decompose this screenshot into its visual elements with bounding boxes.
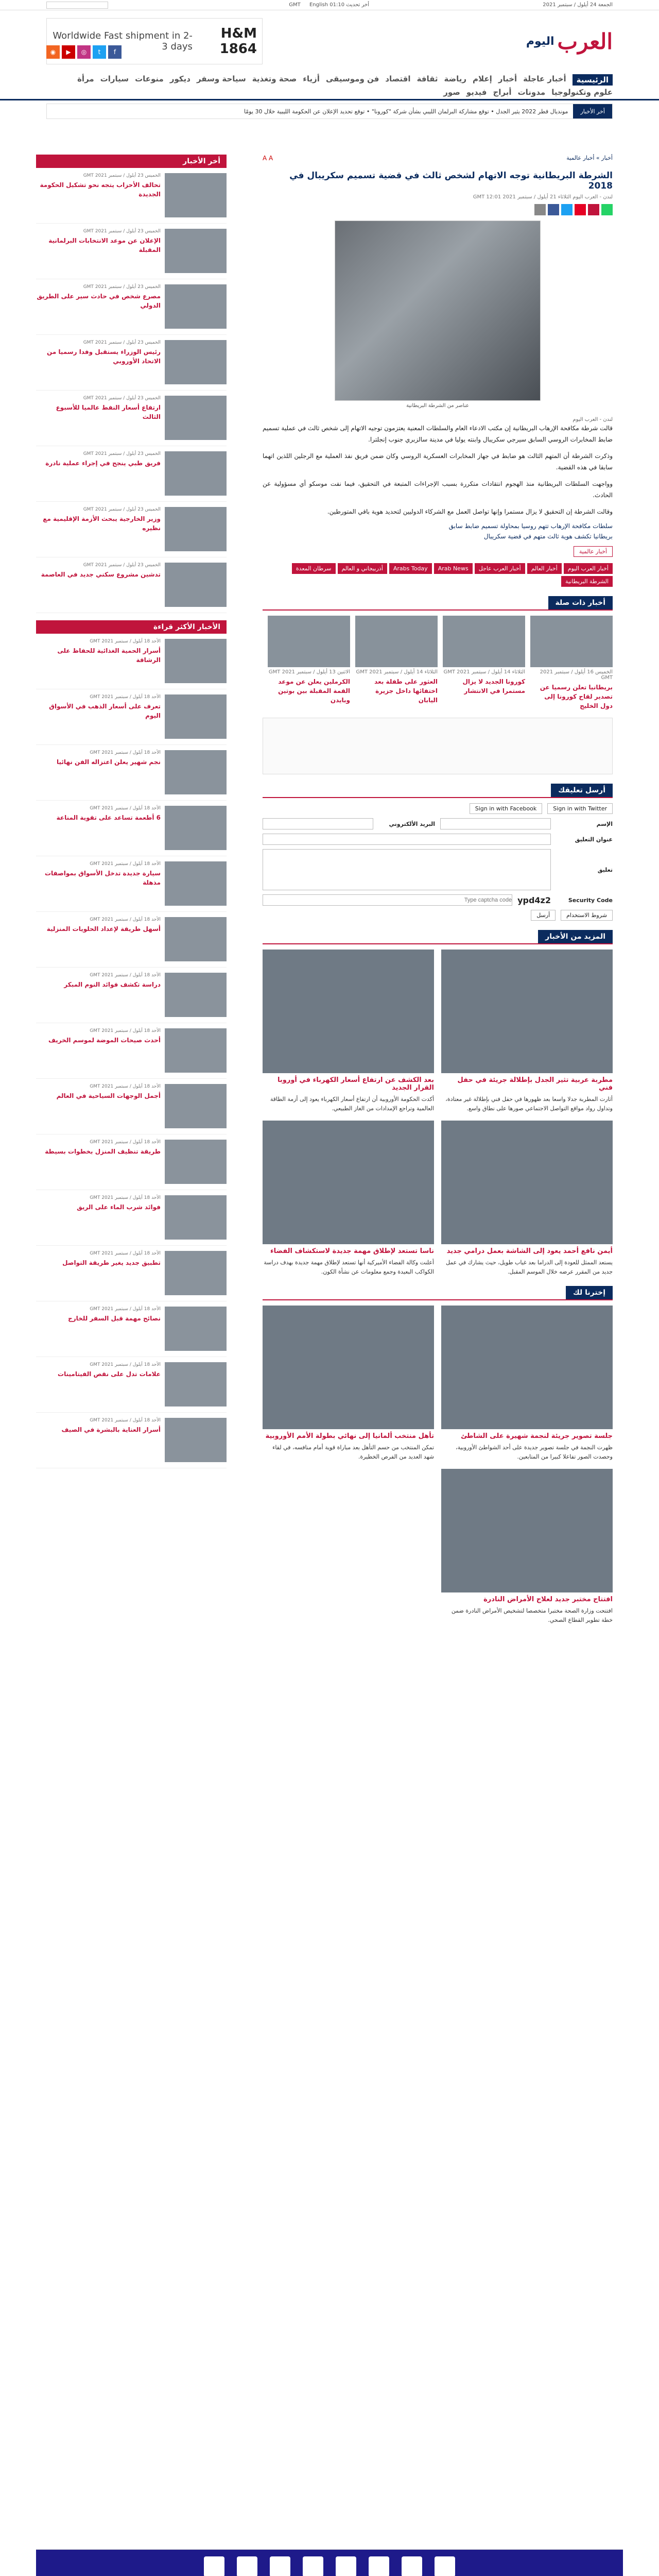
paragraph: وواجهت السلطات البريطانية منذ الهجوم انتقادات متكررة بسبب الإجراءات المتبعة في التحقيق، فيما نفت موسكو أي مسؤولية عن الحادث. <box>263 480 613 499</box>
side-title[interactable]: تعرف على أسعار الذهب في الأسواق اليوم <box>49 703 161 719</box>
side-date: الأحد 18 أيلول / سبتمبر 2021 GMT <box>90 917 161 922</box>
related-card[interactable] <box>443 616 525 710</box>
side-date: الأحد 18 أيلول / سبتمبر 2021 GMT <box>90 1028 161 1033</box>
more-category-button[interactable]: أخبار عالمية <box>574 546 613 557</box>
nav-item[interactable]: أخبار عاجلة <box>523 74 566 83</box>
nav-item[interactable]: ثقافة <box>417 74 438 83</box>
photo-caption: عناصر من الشرطة البريطانية <box>406 403 469 409</box>
comment-textarea[interactable] <box>263 849 551 890</box>
tag[interactable]: أخبار العرب اليوم <box>564 563 613 574</box>
facebook-login-button[interactable]: Sign in with Facebook <box>470 803 543 814</box>
article-meta: لندن - العرب اليوم الثلاثاء 21 أيلول / سبتمبر 2021 GMT 12:01 <box>473 194 613 200</box>
related-thumb[interactable] <box>443 616 525 667</box>
nav-item[interactable]: الرئيسية <box>573 74 613 86</box>
side-thumb[interactable] <box>165 750 227 794</box>
side-date: الأحد 18 أيلول / سبتمبر 2021 GMT <box>90 973 161 978</box>
side-thumb[interactable] <box>165 173 227 217</box>
side-thumb[interactable] <box>165 229 227 273</box>
side-thumb[interactable] <box>165 694 227 739</box>
title-label: عنوان التعليق <box>575 836 613 843</box>
nav-item[interactable]: أزياء <box>303 74 320 83</box>
nav-item[interactable]: منوعات <box>135 74 164 83</box>
side-text <box>36 639 161 684</box>
top-date: الجمعة 24 أيلول / سبتمبر 2021 <box>543 2 613 8</box>
side-item[interactable] <box>36 968 227 1023</box>
side-thumb[interactable] <box>165 1362 227 1406</box>
side-date: الخميس 23 أيلول / سبتمبر 2021 GMT <box>83 451 161 456</box>
news-ticker <box>46 104 613 119</box>
related-thumb[interactable] <box>355 616 438 667</box>
english-link[interactable]: English <box>309 2 328 8</box>
side-date: الأحد 18 أيلول / سبتمبر 2021 GMT <box>90 1307 161 1312</box>
related-thumb[interactable] <box>268 616 350 667</box>
app-icon[interactable] <box>204 2556 224 2576</box>
side-date: الأحد 18 أيلول / سبتمبر 2021 GMT <box>90 861 161 867</box>
side-title[interactable]: أسهل طريقة لإعداد الحلويات المنزلية <box>46 925 161 933</box>
related-title[interactable]: كورونا الجديد لا يزال مستمرا في الانتشار <box>462 678 525 694</box>
side-date: الأحد 18 أيلول / سبتمبر 2021 GMT <box>90 694 161 700</box>
side-date: الأحد 18 أيلول / سبتمبر 2021 GMT <box>90 1251 161 1256</box>
name-label: الإسم <box>596 820 613 827</box>
side-item[interactable] <box>36 335 227 391</box>
news-title[interactable]: افتتاح مختبر جديد لعلاج الأمراض النادرة <box>483 1596 613 1603</box>
body-label: تعليق <box>597 866 613 873</box>
related-card[interactable] <box>530 616 613 710</box>
news-title[interactable]: أيمن نافع أحمد يعود إلى الشاشة بعمل درامي جديد <box>446 1247 613 1255</box>
news-card[interactable] <box>441 1469 613 1625</box>
related-card[interactable] <box>355 616 438 710</box>
side-thumb[interactable] <box>165 451 227 496</box>
nav-item[interactable]: رياضة <box>444 74 467 83</box>
side-text <box>36 861 161 906</box>
side-thumb[interactable] <box>165 1251 227 1295</box>
side-item[interactable] <box>36 1413 227 1468</box>
tag[interactable]: أخبار العرب عاجل <box>475 563 525 574</box>
captcha-input[interactable] <box>263 894 512 906</box>
side-thumb[interactable] <box>165 507 227 551</box>
code-label: Security Code <box>568 896 613 904</box>
news-image[interactable] <box>263 1306 434 1429</box>
side-text <box>36 284 161 329</box>
side-item[interactable] <box>36 168 227 224</box>
side-text <box>36 1251 161 1296</box>
side-date: الخميس 23 أيلول / سبتمبر 2021 GMT <box>83 173 161 178</box>
side-date: الأحد 18 أيلول / سبتمبر 2021 GMT <box>90 1362 161 1367</box>
app-icon[interactable] <box>336 2556 356 2576</box>
news-image[interactable] <box>263 950 434 1073</box>
ticker-text[interactable]: مونديال قطر 2022 يثير الجدل • توقع مشاركة البرلمان الليبي بشأن شركة "كورونا" • توقع تحديد الإعلان عن الحكومة الليبية خلال 30 يومًا <box>244 108 568 115</box>
side-text <box>36 1362 161 1407</box>
related-date: الخميس 16 أيلول / سبتمبر 2021 GMT <box>540 669 613 681</box>
side-title[interactable]: طريقة تنظيف المنزل بخطوات بسيطة <box>45 1148 161 1155</box>
side-thumb[interactable] <box>165 1307 227 1351</box>
email-label: البريد الألكتروني <box>389 820 435 827</box>
side-title[interactable]: مصرع شخص في حادث سير على الطريق الدولي <box>37 293 161 309</box>
side-item[interactable] <box>36 224 227 279</box>
paragraph: وقالت الشرطة إن التحقيق لا يزال مستمرا وإنها تواصل العمل مع الشركاء الدوليين لتحديد هوية باقي المتورطين. <box>327 508 613 515</box>
app-icon[interactable] <box>270 2556 290 2576</box>
tag[interactable]: أذربيجاني و العالم <box>338 563 387 574</box>
side-item[interactable] <box>36 1357 227 1413</box>
news-text: أعلنت وكالة الفضاء الأميركية أنها تستعد لإطلاق مهمة جديدة بهدف دراسة الكواكب البعيدة وجمع معلومات عن نشأة الكون. <box>264 1259 434 1275</box>
facebook-share-icon[interactable] <box>548 204 559 215</box>
selected-grid <box>263 1306 613 1625</box>
side-title[interactable]: تحالف الأحزاب يتجه نحو تشكيل الحكومة الجديدة <box>40 181 161 198</box>
article-source: لندن - العرب اليوم <box>573 417 613 422</box>
side-thumb[interactable] <box>165 284 227 329</box>
side-text <box>36 1140 161 1184</box>
article-title: الشرطة البريطانية توجه الاتهام لشخص ثالث في قضية تسميم سكريبال في 2018 <box>289 171 613 191</box>
side-thumb[interactable] <box>165 1418 227 1462</box>
rss-icon[interactable]: ◉ <box>46 45 60 59</box>
paragraph: وذكرت الشرطة أن المتهم الثالث هو ضابط في جهاز المخابرات العسكرية الروسي وكان ضمن فريق نفذ العملية مع الرجلين اللذين اتهما سابقا في هذه القضية. <box>263 452 613 471</box>
nav-item[interactable]: مدونات <box>517 88 546 97</box>
most-read-header: الأخبار الأكثر قراءة <box>36 620 227 634</box>
side-text <box>36 340 161 385</box>
side-thumb[interactable] <box>165 861 227 906</box>
news-title[interactable]: ناسا تستعد لإطلاق مهمة جديدة لاستكشاف الفضاء <box>270 1247 434 1255</box>
article-body <box>263 417 613 517</box>
site-header <box>0 10 659 72</box>
side-title[interactable]: تطبيق جديد يغير طريقة التواصل <box>62 1259 161 1266</box>
app-icon[interactable] <box>402 2556 422 2576</box>
top-bar <box>0 0 659 10</box>
comment-header: أرسل تعليقك <box>263 784 613 798</box>
news-title[interactable]: جلسة تصوير جريئة لنجمة شهيرة على الشاطئ <box>461 1432 613 1440</box>
side-item[interactable] <box>36 689 227 745</box>
side-item[interactable] <box>36 745 227 801</box>
nav-item[interactable]: فن وموسيقى <box>325 74 379 83</box>
print-icon[interactable] <box>534 204 546 215</box>
tag[interactable]: سرطان المعدة <box>292 563 336 574</box>
news-text: تمكن المنتخب من حسم التأهل بعد مباراة قوية أمام منافسه، في لقاء شهد العديد من الفرص الخطيرة. <box>272 1444 434 1460</box>
side-text <box>36 750 161 795</box>
side-thumb[interactable] <box>165 1195 227 1240</box>
nav-item[interactable]: إعلام <box>473 74 492 83</box>
side-item[interactable] <box>36 801 227 856</box>
tag-list <box>263 563 613 587</box>
side-text <box>36 173 161 218</box>
side-item[interactable] <box>36 1301 227 1357</box>
side-thumb[interactable] <box>165 917 227 961</box>
side-text <box>36 563 161 607</box>
side-date: الأحد 18 أيلول / سبتمبر 2021 GMT <box>90 806 161 811</box>
side-item[interactable] <box>36 391 227 446</box>
news-card[interactable] <box>263 950 434 1113</box>
news-title[interactable]: تأهل منتخب ألمانيا إلى نهائي بطولة الأمم الأوروبية <box>265 1432 434 1440</box>
side-title[interactable]: 6 أطعمة تساعد على تقوية المناعة <box>56 814 161 821</box>
app-icon[interactable] <box>237 2556 257 2576</box>
nav-item[interactable]: اقتصاد <box>385 74 411 83</box>
instagram-icon[interactable]: ◎ <box>77 45 91 59</box>
sidebar <box>36 155 227 1468</box>
side-date: الأحد 18 أيلول / سبتمبر 2021 GMT <box>90 1084 161 1089</box>
inline-ad[interactable] <box>263 718 613 774</box>
side-title[interactable]: رئيس الوزراء يستقبل وفدا رسميا من الاتحاد الأوروبي <box>47 348 161 365</box>
nav-item[interactable]: سيارات <box>100 74 129 83</box>
twitter-share-icon[interactable] <box>561 204 573 215</box>
side-title[interactable]: أسرار الحمية الغذائية للحفاظ على الرشاقة <box>57 647 161 664</box>
side-item[interactable] <box>36 446 227 502</box>
news-text: يستعد الممثل للعودة إلى الدراما بعد غياب طويل، حيث يشارك في عمل جديد من المقرر عرضه خلال الموسم المقبل. <box>445 1259 613 1275</box>
breadcrumb[interactable]: أخبار » أخبار عالمية <box>566 155 613 161</box>
side-thumb[interactable] <box>165 1140 227 1184</box>
side-item[interactable] <box>36 1023 227 1079</box>
nav-item[interactable]: أخبار <box>498 74 517 83</box>
news-card[interactable] <box>441 1306 613 1462</box>
side-item[interactable] <box>36 557 227 613</box>
more-news-grid <box>263 950 613 1277</box>
share-bar <box>263 204 613 215</box>
side-thumb[interactable] <box>165 973 227 1017</box>
nav-item[interactable]: فيديو <box>466 88 487 97</box>
side-item[interactable] <box>36 856 227 912</box>
app-icon[interactable] <box>369 2556 389 2576</box>
side-date: الخميس 23 أيلول / سبتمبر 2021 GMT <box>83 229 161 234</box>
tag[interactable]: الشرطة البريطانية <box>561 576 613 587</box>
side-date: الأحد 18 أيلول / سبتمبر 2021 GMT <box>90 750 161 755</box>
title-field[interactable] <box>263 834 551 845</box>
main-nav <box>0 72 659 100</box>
side-title[interactable]: تدشين مشروع سكني جديد في العاصمة <box>41 571 161 578</box>
name-field[interactable] <box>440 818 551 829</box>
related-link[interactable]: بريطانيا تكشف هوية ثالث متهم في قضية سكريبال <box>483 533 613 540</box>
side-text <box>36 694 161 739</box>
side-thumb[interactable] <box>165 639 227 683</box>
side-title[interactable]: علامات تدل على نقص الفيتامينات <box>58 1370 161 1378</box>
header-ad[interactable]: H&M 1864 Worldwide Fast shipment in 2-3 days <box>46 18 263 64</box>
side-thumb[interactable] <box>165 1028 227 1073</box>
side-thumb[interactable] <box>165 1084 227 1128</box>
nav-item[interactable]: مرأة <box>77 74 94 83</box>
youtube-icon[interactable]: ▶ <box>62 45 75 59</box>
paragraph: قالت شرطة مكافحة الإرهاب البريطانية إن مكتب الادعاء العام والسلطات المعنية يعتزمون توجيه الاتهام إلى شخص ثالث في عملية تسميم ضابط المخابرات الروسي السابق سيرجي سكريبال وابنته يوليا في مدينة سالزبري جنوب إنجلترا. <box>263 425 613 443</box>
footer <box>36 2549 623 2576</box>
site-logo[interactable]: العرب اليوم <box>526 28 613 54</box>
news-text: أكدت الحكومة الأوروبية أن ارتفاع أسعار الكهرباء يعود إلى أزمة الطاقة العالمية وتراجع الإمدادات من الغاز الطبيعي. <box>270 1096 434 1112</box>
related-link[interactable]: سلطات مكافحة الإرهاب تتهم روسيا بمحاولة تسميم ضابط سابق <box>448 522 613 530</box>
related-title[interactable]: العثور على طفلة بعد اختفائها داخل جزيرة اليابان <box>374 678 438 704</box>
side-title[interactable]: دراسة تكشف فوائد النوم المبكر <box>64 981 161 988</box>
side-item[interactable] <box>36 634 227 689</box>
side-text <box>36 973 161 1018</box>
side-text <box>36 396 161 440</box>
side-thumb[interactable] <box>165 340 227 384</box>
news-text: ظهرت النجمة في جلسة تصوير جديدة على أحد الشواطئ الأوروبية، وحصدت الصور تفاعلا كبيرا من المتابعين. <box>456 1444 613 1460</box>
app-icon[interactable] <box>435 2556 455 2576</box>
side-date: الخميس 23 أيلول / سبتمبر 2021 GMT <box>83 284 161 290</box>
tag[interactable]: Arab News <box>434 563 473 574</box>
captcha-image: ypd4z2 <box>517 895 551 905</box>
side-text <box>36 917 161 962</box>
side-thumb[interactable] <box>165 806 227 850</box>
related-cards <box>263 616 613 710</box>
side-thumb[interactable] <box>165 396 227 440</box>
related-date: الاثنين 13 أيلول / سبتمبر 2021 GMT <box>268 669 350 675</box>
side-title[interactable]: نصائح مهمة قبل السفر للخارج <box>68 1315 161 1322</box>
pinterest-icon[interactable] <box>575 204 586 215</box>
submit-button[interactable]: أرسل <box>531 910 556 921</box>
related-title[interactable]: بريطانيا تعلن رسميا عن تصدير لقاح كورونا إلى دول الخليج <box>540 684 613 709</box>
side-text <box>36 507 161 552</box>
side-date: الخميس 23 أيلول / سبتمبر 2021 GMT <box>83 396 161 401</box>
whatsapp-icon[interactable] <box>601 204 613 215</box>
side-item[interactable] <box>36 1134 227 1190</box>
side-date: الخميس 23 أيلول / سبتمبر 2021 GMT <box>83 340 161 345</box>
nav-item[interactable]: صور <box>443 88 460 97</box>
side-date: الخميس 23 أيلول / سبتمبر 2021 GMT <box>83 563 161 568</box>
last-update: أخر تحديث 01:10 GMT <box>289 2 369 8</box>
side-date: الأحد 18 أيلول / سبتمبر 2021 GMT <box>90 1140 161 1145</box>
news-image[interactable] <box>441 950 613 1073</box>
twitter-icon[interactable]: t <box>93 45 106 59</box>
latest-list <box>36 168 227 613</box>
side-title[interactable]: أجمل الوجهات السياحية في العالم <box>56 1092 161 1099</box>
selected-header: إخترنا لك <box>263 1286 613 1300</box>
facebook-icon[interactable]: f <box>108 45 122 59</box>
side-text <box>36 1195 161 1240</box>
news-image[interactable] <box>263 1121 434 1244</box>
side-item[interactable] <box>36 279 227 335</box>
search-input[interactable] <box>46 2 108 9</box>
related-card[interactable] <box>268 616 350 710</box>
side-date: الخميس 23 أيلول / سبتمبر 2021 GMT <box>83 507 161 512</box>
font-size-control[interactable]: A A <box>263 155 273 162</box>
side-text <box>36 1084 161 1129</box>
news-card[interactable] <box>441 1121 613 1277</box>
email-icon[interactable] <box>588 204 599 215</box>
tag[interactable]: أخبار العالم <box>527 563 562 574</box>
related-header: أخبار ذات صلة <box>263 596 613 611</box>
side-date: الأحد 18 أيلول / سبتمبر 2021 GMT <box>90 1195 161 1200</box>
side-text <box>36 1028 161 1073</box>
news-text: أثارت المطربة جدلا واسعا بعد ظهورها في حفل فني بإطلالة غير معتادة، وتداول رواد مواقع التواصل الاجتماعي صورها على نطاق واسع. <box>445 1096 613 1112</box>
nav-item[interactable]: صحة وتغذية <box>252 74 297 83</box>
side-title[interactable]: وزير الخارجية يبحث الأزمة الإقليمية مع نظيره <box>43 515 161 532</box>
related-date: الثلاثاء 14 أيلول / سبتمبر 2021 GMT <box>356 669 438 675</box>
side-text <box>36 1307 161 1351</box>
news-text: افتتحت وزارة الصحة مختبرا متخصصا لتشخيص الأمراض النادرة ضمن خطة تطوير القطاع الصحي. <box>451 1607 613 1623</box>
comment-form <box>263 803 613 921</box>
side-item[interactable] <box>36 1190 227 1246</box>
side-title[interactable]: الإعلان عن موعد الانتخابات البرلمانية المقبلة <box>48 237 161 253</box>
side-date: الأحد 18 أيلول / سبتمبر 2021 GMT <box>90 1418 161 1423</box>
side-item[interactable] <box>36 502 227 557</box>
side-title[interactable]: أحدث صيحات الموضة لموسم الخريف <box>48 1037 161 1044</box>
side-text <box>36 451 161 496</box>
related-date: الثلاثاء 14 أيلول / سبتمبر 2021 GMT <box>443 669 525 675</box>
side-text <box>36 806 161 851</box>
side-thumb[interactable] <box>165 563 227 607</box>
nav-item[interactable]: ديكور <box>169 74 190 83</box>
side-item[interactable] <box>36 912 227 968</box>
nav-item[interactable]: سياحة وسفر <box>196 74 246 83</box>
footer-apps <box>36 2550 623 2576</box>
app-icon[interactable] <box>303 2556 323 2576</box>
terms-link[interactable]: شروط الاستخدام <box>561 910 613 921</box>
side-title[interactable]: فريق طبي ينجح في إجراء عملية نادرة <box>45 460 161 467</box>
news-card[interactable] <box>263 1306 434 1462</box>
twitter-login-button[interactable]: Sign in with Twitter <box>547 803 613 814</box>
side-title[interactable]: نجم شهير يعلن اعتزاله الفن نهائيا <box>57 758 161 766</box>
news-card[interactable] <box>441 950 613 1113</box>
news-title[interactable]: بعد الكشف عن ارتفاع أسعار الكهرباء في أوروبا القرار الجديد <box>278 1076 434 1092</box>
side-title[interactable]: سيارة جديدة تدخل الأسواق بمواصفات مذهلة <box>44 870 161 886</box>
nav-item[interactable]: أبراج <box>493 88 512 97</box>
related-thumb[interactable] <box>530 616 613 667</box>
side-text <box>36 229 161 274</box>
news-title[interactable]: مطربة عربية تثير الجدل بإطلالة جريئة في حفل فني <box>457 1076 613 1092</box>
email-field[interactable] <box>263 818 373 829</box>
side-date: الأحد 18 أيلول / سبتمبر 2021 GMT <box>90 639 161 644</box>
article-photo <box>335 221 541 401</box>
latest-header: أخر الأخبار <box>36 155 227 168</box>
social-links <box>46 45 122 59</box>
news-card[interactable] <box>263 1121 434 1277</box>
nav-item[interactable]: علوم وتكنولوجيا <box>551 88 613 97</box>
side-item[interactable] <box>36 1079 227 1134</box>
news-image[interactable] <box>441 1306 613 1429</box>
side-item[interactable] <box>36 1246 227 1301</box>
side-text <box>36 1418 161 1463</box>
ticker-label: أخر الأخبار <box>573 104 612 118</box>
side-title[interactable]: أسرار العناية بالبشرة في الصيف <box>61 1426 161 1433</box>
tag[interactable]: Arabs Today <box>389 563 432 574</box>
more-header: المزيد من الأخبار <box>263 930 613 944</box>
most-read-list <box>36 634 227 1468</box>
side-title[interactable]: ارتفاع أسعار النفط عالميا للأسبوع الثالث <box>56 404 161 420</box>
news-image[interactable] <box>441 1121 613 1244</box>
main-column <box>263 155 613 1625</box>
related-title[interactable]: الكرملين يعلن عن موعد القمة المقبلة بين بوتين وبايدن <box>278 678 350 704</box>
news-image[interactable] <box>441 1469 613 1592</box>
side-title[interactable]: فوائد شرب الماء على الريق <box>77 1204 161 1211</box>
